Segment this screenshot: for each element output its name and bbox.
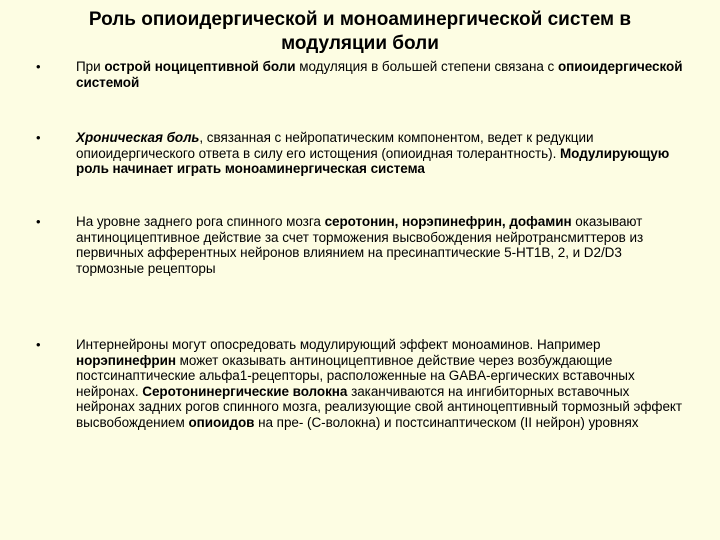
bold-term: норэпинефрин: [76, 352, 176, 368]
bold-term: опиоидергической системой: [76, 59, 683, 90]
text-run: на пре- (С-волокна) и постсинаптическом (II нейрон) уровнях: [254, 414, 639, 430]
bold-term: Модулирующую роль начинает играть моноаминергическая система: [76, 145, 670, 176]
bullet-marker: •: [36, 59, 41, 74]
text-run: , связанная с нейропатическим компонентом, ведет к редукции опиоидергического ответа в силу его истощения (опиоидная толерантность).: [76, 130, 594, 161]
bold-term: острой ноцицептивной боли: [104, 59, 296, 74]
bullet-text: [76, 130, 688, 177]
text-run: оказывают антиноцицептивное действие за счет торможения высвобождения нейротрансмиттеров из первичных афферентных нейронов влиянием на пресинаптические 5-HT1B, 2, и D2/D3 тормозные рецепторы: [76, 214, 644, 276]
bullet-marker: •: [36, 214, 41, 229]
bullet-marker: •: [36, 337, 41, 352]
bullet-marker: •: [36, 130, 41, 145]
text-run: может оказывать антиноцицептивное действие через возбуждающие постсинаптические альфа1-рецепторы, расположенные на GABA-ергических вставочных нейронах.: [76, 352, 635, 399]
text-run: модуляция в большей степени связана с: [295, 59, 558, 74]
bullet-text: [76, 337, 688, 430]
bold-term: опиоидов: [188, 414, 255, 430]
text-run: При: [76, 59, 105, 74]
bullet-text: [76, 214, 688, 276]
text-run: Интернейроны могут опосредовать модулирующий эффект моноаминов. Например: [76, 337, 601, 352]
bold-term: серотонин, норэпинефрин, дофамин: [324, 214, 572, 229]
emphasis-term: Хроническая боль: [76, 130, 200, 145]
slide-title: Роль опиоидергической и моноаминергической систем в модуляции боли: [88, 9, 632, 54]
bold-term: Серотонинергические волокна: [142, 383, 348, 399]
bullet-text: [76, 59, 688, 90]
text-run: На уровне заднего рога спинного мозга: [76, 214, 325, 229]
text-run: заканчиваются на ингибиторных вставочных нейронах задних рогов спинного мозга, реализующие свой антиноцептивный тормозный эффект высвобождением: [76, 383, 683, 430]
